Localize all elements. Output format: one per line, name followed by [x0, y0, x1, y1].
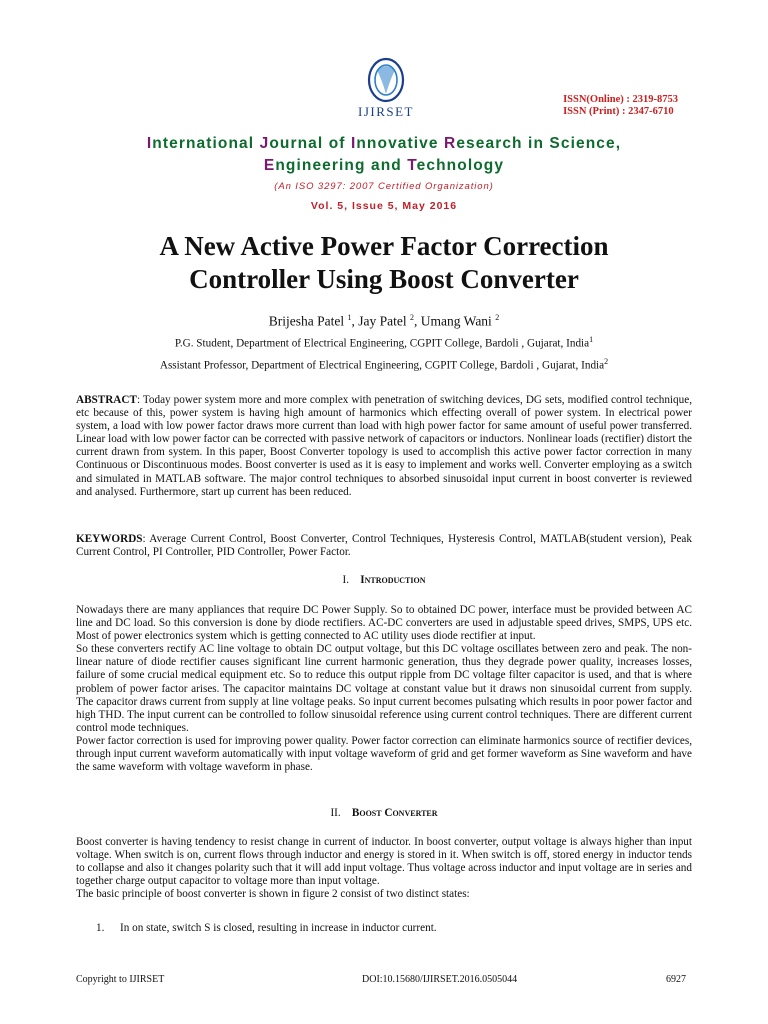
- certification-note: (An ISO 3297: 2007 Certified Organization): [274, 181, 494, 192]
- issn-print: ISSN (Print) : 2347-6710: [563, 106, 674, 117]
- author-sup: 2: [410, 313, 415, 322]
- paper-title-line1: A New Active Power Factor Correction: [159, 231, 609, 261]
- issn-online: ISSN(Online) : 2319-8753: [563, 94, 678, 105]
- author-list: [0, 313, 768, 330]
- issn-block: [563, 94, 678, 118]
- journal-name: [0, 133, 768, 177]
- journal-name-line1: International Journal of Innovative Research in Science,: [146, 135, 622, 152]
- paper-title: [0, 230, 768, 296]
- footer-doi: DOI:10.15680/IJIRSET.2016.0505044: [362, 974, 518, 985]
- paragraph: Power factor correction is used for improving power quality. Power factor correction can eliminate harmonics source of rectifier devices, through input current waveform automatically with input voltage waveform of grid and get former waveform as Sine waveform and have the same waveform with voltage waveform in phase.: [76, 734, 692, 774]
- section-heading-introduction: I. Introduction: [342, 574, 426, 586]
- author-sup: 2: [495, 313, 500, 322]
- keywords-label: KEYWORDS: [76, 533, 143, 545]
- paragraph: So these converters rectify AC line voltage to obtain DC output voltage, but this DC voltage oscillates between zero and peak. The non-linear nature of diode rectifier causes significant line current harmonic generation, thus they degrade power quality, increases losses, failure of some crucial medical equipment etc. So to reduce this output ripple from DC voltage filter capacitor is used, and that is where problem of power factor arises. The capacitor maintains DC voltage at constant value but it draws non sinusoidal current from supply. The capacitor draws current from supply at line voltage peaks. So input current becomes pulsating which results in poor power factor and high THD. The input current can be controlled to follow sinusoidal reference using current control techniques. There are different current control mode techniques.: [76, 643, 692, 734]
- affiliation-2: Assistant Professor, Department of Electrical Engineering, CGPIT College, Bardoli , Gujarat, India$^2$: [159, 357, 609, 372]
- section-heading-boost-converter: II. Boost Converter: [330, 807, 438, 819]
- paragraph: Nowadays there are many appliances that require DC Power Supply. So to obtained DC power, interface must be provided between AC line and DC load. So this conversion is done by diode rectifiers. AC-DC converters are used in adjustable speed drives, SMPS, UPS etc. Most of power electronics system which is getting connected to AC utility uses diode rectifier at input.: [76, 604, 692, 643]
- paper-title-line2: Controller Using Boost Converter: [189, 264, 579, 294]
- author-name: , Umang Wani: [414, 313, 496, 329]
- introduction-body: [76, 604, 692, 774]
- paragraph: Boost converter is having tendency to resist change in current of inductor. In boost converter, output voltage is always higher than input voltage. When switch is on, current flows through inductor and energy is stored in it. When switch is off, stored energy in inductor tends to collapse and also it changes polarity such that it will add input voltage. Thus voltage across inductor and input voltage are in series and together charge output capacitor to voltage more than input voltage.: [76, 836, 692, 888]
- abstract-label: ABSTRACT: [76, 394, 137, 406]
- volume-issue: Vol. 5, Issue 5, May 2016: [310, 200, 458, 212]
- author-name: , Jay Patel: [351, 313, 411, 329]
- footer-copyright: Copyright to IJIRSET: [76, 974, 165, 985]
- keywords-text: : Average Current Control, Boost Converter, Control Techniques, Hysteresis Control, MATLAB(student version), Peak Current Control, PI Controller, PID Controller, Power Factor.: [76, 533, 692, 559]
- paragraph: The basic principle of boost converter is shown in figure 2 consist of two distinct states:: [76, 888, 470, 901]
- footer-page-number: 6927: [666, 974, 686, 985]
- list-item: 1. In on state, switch S is closed, resulting in increase in inductor current.: [96, 922, 437, 934]
- logo-text: IJIRSET: [358, 104, 414, 119]
- affiliation-1: P.G. Student, Department of Electrical Engineering, CGPIT College, Bardoli , Gujarat, India$^1$: [174, 335, 594, 350]
- abstract-text: : Today power system more and more complex with penetration of switching devices, DG sets, modified control technique, etc because of this, power system is having high amount of harmonics which effecting overall of power system. In electrical power system, a load with low power factor draws more current than load with high power factor for same amount of useful power transferred. Linear load with low power factor can be corrected with passive network of capacitors or inductors. Nonlinear loads (rectifier) distort the current drawn from system. In this paper, Boost Converter topology is used to accomplish this active power factor correction in many Continuous or Discontinuous modes. Boost converter is used as it is easy to implement and works well. Converter employing as a switch and simulated in MATLAB software. The major control techniques to absorbed sinusoidal input current in boost converter is reviewed and analysed. Furthermore, start up current has been reduced.: [76, 394, 692, 498]
- journal-logo: [346, 56, 426, 120]
- author-sup: 1: [347, 313, 352, 322]
- boost-converter-body: [76, 836, 692, 901]
- journal-name-line2: Engineering and Technology: [263, 157, 505, 174]
- abstract: [76, 394, 692, 499]
- keywords: [76, 533, 692, 559]
- author-name: Brijesha Patel: [268, 313, 348, 329]
